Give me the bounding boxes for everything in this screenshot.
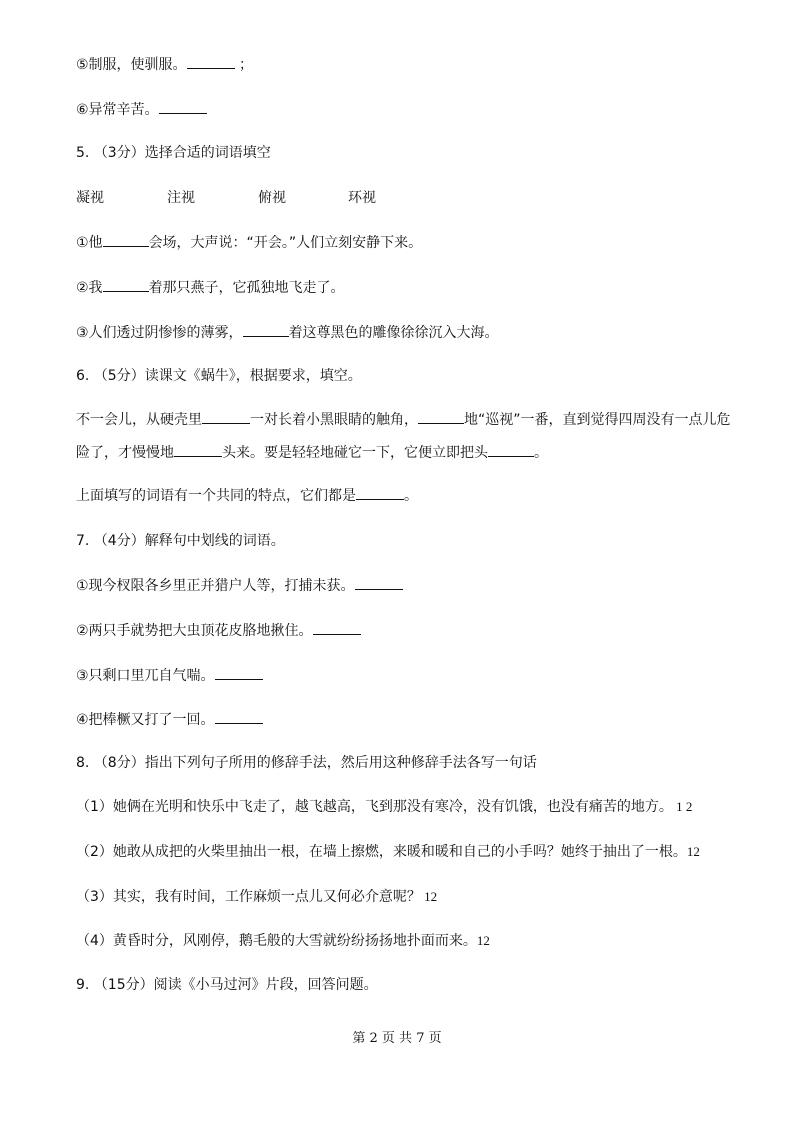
question-8-item-1: （1）她俩在光明和快乐中飞走了，越飞越高，飞到那没有寒冷，没有饥饿，也没有痛苦的地方。 1 2 [76, 799, 693, 815]
question-5-item-1: ①他 会场，大声说：“开会。”人们立刻安静下来。 [76, 232, 422, 253]
question-6-followup: 上面填写的词语有一个共同的特点，它们都是 。 [76, 485, 418, 506]
word-choice: 凝视 [76, 190, 104, 206]
question-5-heading: 5. （3分）选择合适的词语填空 [76, 145, 271, 161]
question-8-item-4: （4）黄昏时分，风刚停，鹅毛般的大雪就纷纷扬扬地扑面而来。12 [76, 933, 490, 949]
answer-blank[interactable] [159, 99, 207, 114]
question-6-passage: 不一会儿，从硬壳里 一对长着小黑眼睛的触角， 地“巡视”一番，直到觉得四周没有一点儿危 险了，才慢慢地 头来。要是轻轻地碰它一下，它便立即把头 。 [76, 404, 756, 470]
question-7-item-2: ②两只手就势把大虫顶花皮胳地揪住。 [76, 620, 361, 641]
answer-blank[interactable] [187, 54, 235, 69]
word-choice: 俯视 [258, 190, 286, 206]
question-7-item-4: ④把棒橛又打了一回。 [76, 709, 263, 730]
answer-blank[interactable] [215, 709, 263, 724]
page-footer: 第 2 页 共 7 页 [352, 1031, 442, 1046]
answer-blank[interactable] [202, 409, 250, 424]
question-5-item-2: ②我 着那只燕子，它孤独地飞走了。 [76, 277, 345, 298]
answer-blank[interactable] [356, 485, 404, 500]
question-7-heading: 7. （4分）解释句中划线的词语。 [76, 533, 285, 549]
answer-blank[interactable] [355, 575, 403, 590]
question-9-heading: 9. （15分）阅读《小马过河》片段，回答问题。 [76, 977, 378, 993]
answer-blank[interactable] [103, 277, 149, 292]
question-5-item-3: ③人们透过阴惨惨的薄雾， 着这尊黑色的雕像徐徐沉入大海。 [76, 322, 499, 343]
answer-blank[interactable] [488, 442, 534, 457]
answer-blank[interactable] [313, 620, 361, 635]
item-5-definition: ⑤制服，使驯服。 ； [76, 54, 253, 75]
answer-blank[interactable] [103, 232, 149, 247]
word-choice: 注视 [167, 190, 195, 206]
answer-blank[interactable] [174, 442, 222, 457]
word-choice: 环视 [348, 190, 376, 206]
question-8-item-2: （2）她敢从成把的火柴里抽出一根，在墙上擦燃，来暖和暖和自己的小手吗？她终于抽出了一根。12 [76, 844, 700, 860]
item-6-definition: ⑥异常辛苦。 [76, 99, 207, 120]
answer-blank[interactable] [243, 322, 289, 337]
question-7-item-1: ①现今杈限各乡里正并猎户人等，打捕未获。 [76, 575, 403, 596]
answer-blank[interactable] [215, 665, 263, 680]
question-8-heading: 8. （8分）指出下列句子所用的修辞手法，然后用这种修辞手法各写一句话 [76, 755, 537, 771]
question-7-item-3: ③只剩口里兀自气喘。 [76, 665, 263, 686]
question-8-item-3: （3）其实，我有时间，工作麻烦一点儿又何必介意呢？ 12 [76, 889, 438, 905]
question-6-heading: 6. （5分）读课文《蜗牛》，根据要求，填空。 [76, 368, 362, 384]
answer-blank[interactable] [418, 409, 464, 424]
